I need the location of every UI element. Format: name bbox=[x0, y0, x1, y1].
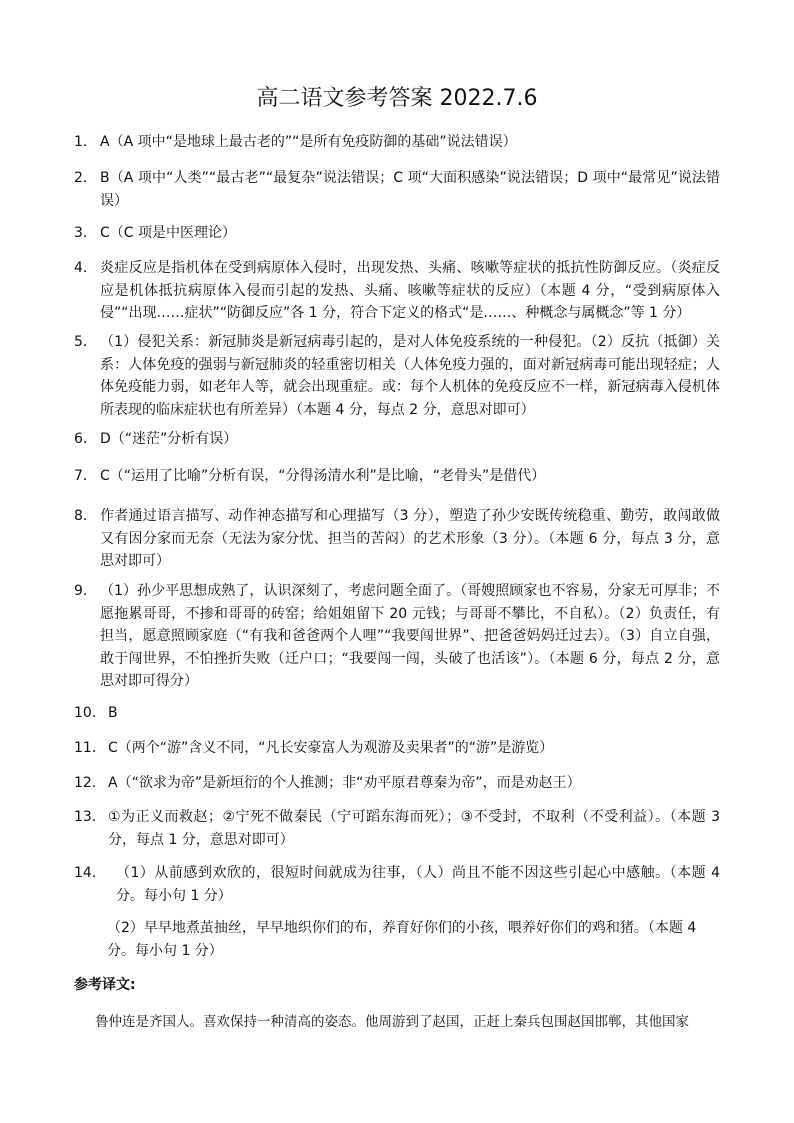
page-title: 高二语文参考答案 2022.7.6 bbox=[256, 86, 538, 111]
item-number: 14． bbox=[74, 865, 106, 881]
item-number: 11． bbox=[74, 740, 106, 756]
item-number: 9． bbox=[74, 583, 97, 599]
item-text: 炎症反应是指机体在受到病原体入侵时，出现发热、头痛、咳嗽等症状的抵抗性防御反应。（炎症反应是机体抵抗病原体入侵而引起的发热、头痛、咳嗽等症状的反应）（本题 4 分，“受到病原体入侵”“出现……症状”“防御反应”各 1 分，符合下定义的格式“是……、种概念与属概念”等 1 分） bbox=[100, 260, 720, 321]
item-text: A（“欲求为帝”是新垣衍的个人推测；非“劝平原君尊秦为帝”，而是劝赵王） bbox=[108, 775, 581, 791]
answer-item bbox=[74, 702, 720, 725]
item-text: C（“运用了比喻”分析有误，“分得汤清水利”是比喻，“老骨头”是借代） bbox=[100, 468, 546, 484]
item-text: （1）从前感到欢欣的，很短时间就成为往事，（人）尚且不能不因这些引起心中感触。（本题 4 分。每小句 1 分） bbox=[116, 865, 720, 904]
answer-item bbox=[74, 257, 720, 325]
answer-item bbox=[74, 428, 720, 451]
item-number: 6． bbox=[74, 431, 97, 447]
item-text: B（A 项中“人类”“最古老”“最复杂”说法错误；C 项“大面积感染”说法错误；D 项中“最常见”说法错误） bbox=[100, 170, 720, 209]
answer-item bbox=[74, 331, 720, 421]
item-number: 2． bbox=[74, 170, 97, 186]
item-text: C（C 项是中医理论） bbox=[100, 225, 237, 241]
reference-translation-text: 鲁仲连是齐国人。喜欢保持一种清高的姿态。他周游到了赵国，正赶上秦兵包围赵国邯郸，其他国家 bbox=[95, 1014, 689, 1030]
item-number: 7． bbox=[74, 468, 97, 484]
item-text: C（两个“游”含义不同，“凡长安豪富人为观游及卖果者”的“游”是游览） bbox=[108, 740, 554, 756]
answer-item bbox=[74, 222, 720, 245]
item-number: 1． bbox=[74, 134, 97, 150]
item-text: A（A 项中“是地球上最古老的”“是所有免疫防御的基础”说法错误） bbox=[100, 134, 517, 150]
answer-item bbox=[74, 505, 720, 573]
item-text: ①为正义而救赵；②宁死不做秦民（宁可蹈东海而死）；③不受封，不取利（不受利益）。（本题 3 分，每点 1 分，意思对即可） bbox=[108, 809, 720, 848]
reference-translation-heading: 参考译文: bbox=[74, 977, 136, 993]
answer-item bbox=[74, 167, 720, 212]
item-text: 作者通过语言描写、动作神态描写和心理描写（3 分），塑造了孙少安既传统稳重、勤劳，敢闯敢做又有因分家而无奈（无法为家分忧、担当的苦闷）的艺术形象（3 分）。（本题 6 分，每点 3 分，意思对即可） bbox=[100, 508, 720, 569]
item-number: 8． bbox=[74, 508, 97, 524]
item-number: 13． bbox=[74, 809, 106, 825]
answer-item bbox=[74, 737, 720, 760]
item-number: 5． bbox=[74, 334, 97, 350]
answer-item bbox=[74, 806, 720, 851]
answer-item bbox=[74, 580, 720, 693]
item-text: （1）侵犯关系：新冠肺炎是新冠病毒引起的，是对人体免疫系统的一种侵犯。（2）反抗（抵御）关系：人体免疫的强弱与新冠肺炎的轻重密切相关（人体免疫力强的，面对新冠病毒可能出现轻症；人体免疫能力弱，如老年人等，就会出现重症。或：每个人机体的免疫反应不一样，新冠病毒入侵机体所表现的临床症状也有所差异）（本题 4 分，每点 2 分，意思对即可） bbox=[100, 334, 720, 418]
item-text: （1）孙少平思想成熟了，认识深刻了，考虑问题全面了。（哥嫂照顾家也不容易，分家无可厚非；不愿拖累哥哥，不掺和哥哥的砖窑；给姐姐留下 20 元钱；与哥哥不攀比，不自私）。（2）负责任，有担当，愿意照顾家庭（“有我和爸爸两个人哩”“我要闯世界”、把爸爸妈妈迁过去）。（3）自立自强，敢于闯世界，不怕挫折失败（迁户口；“我要闯一闯，头破了也活该”）。（本题 6 分，每点 2 分，意思对即可得分） bbox=[100, 583, 720, 689]
item-number: 4． bbox=[74, 260, 97, 276]
item-number: 10． bbox=[74, 705, 106, 721]
item-text: D（“迷茫”分析有误） bbox=[100, 431, 238, 447]
item-number: 3． bbox=[74, 225, 97, 241]
answer-item bbox=[74, 862, 720, 907]
answer-item bbox=[74, 772, 720, 795]
answer-subitem: （2）早早地煮茧抽丝，早早地织你们的布，养育好你们的小孩，喂养好你们的鸡和猪。（本题 4 分。每小句 1 分） bbox=[107, 920, 697, 959]
item-text: B bbox=[108, 705, 118, 721]
answer-item bbox=[74, 131, 720, 154]
item-number: 12． bbox=[74, 775, 106, 791]
answer-item bbox=[74, 465, 720, 488]
